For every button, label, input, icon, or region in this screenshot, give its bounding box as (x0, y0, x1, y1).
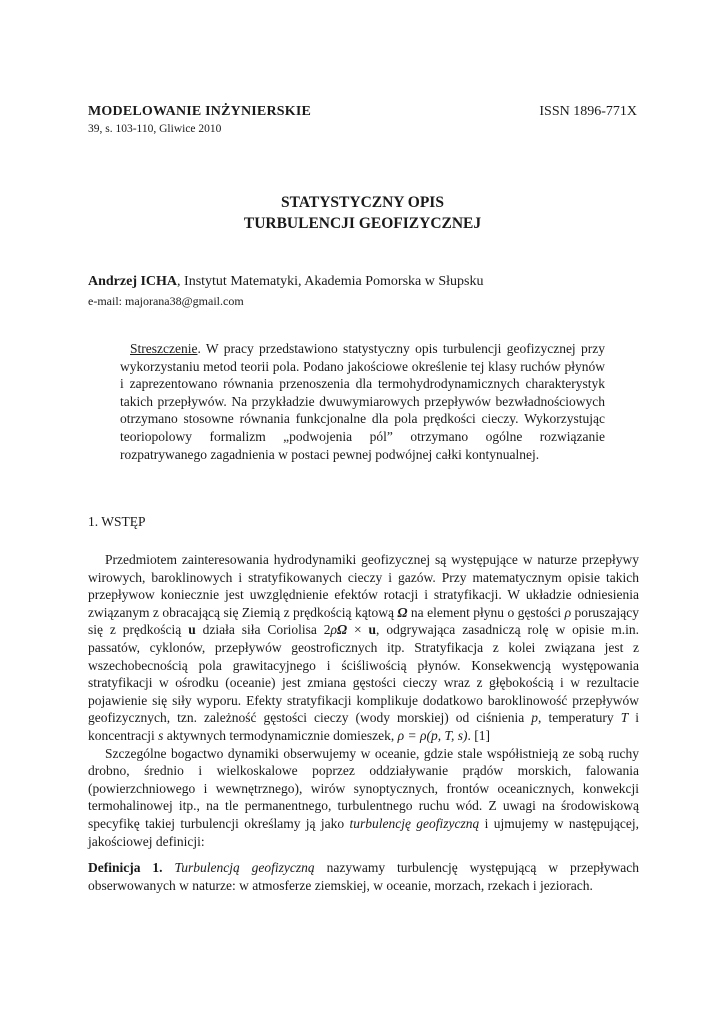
p1-text-b: na element płynu o gęstości (407, 604, 565, 620)
p2-text-a: Szczególne bogactwo dynamiki obserwujemy w oceanie, gdzie stale współistnieją ze sobą ruchy drobno, średnio i wielkoskalowe poprzez oddziaływanie prądów morskich, falowania (powierzchniowego i wewnętrznego), wirów synoptycznych, frontów oceanicznych, konwekcji termohalinowej itp., na tle permanentnego, turbulentnego ruchu wód. Z uwagi na środowiskową specyfikę takiej turbulencji określamy ją jako (88, 745, 639, 831)
body-text (88, 551, 639, 894)
paper-title (0, 192, 725, 234)
abstract-label: Streszczenie (130, 341, 198, 356)
omega-symbol-2: Ω (337, 622, 348, 638)
author-name: Andrzej ICHA (88, 274, 178, 289)
author-line (88, 274, 637, 290)
section-heading: 1. WSTĘP (88, 514, 146, 529)
volume-info: 39, s. 103-110, Gliwice 2010 (88, 123, 222, 135)
abstract-text: . W pracy przedstawiono statystyczny opis turbulencji geofizycznej przy wykorzystaniu metod teorii pola. Podano jakościowe określenie tej klasy ruchów płynów i zaprezentowano równania przenoszenia dla termohydrodynamicznych charakterystyk takich przepływów. Na przykładzie dwuwymiarowych przepływów bezwładnościowych otrzymano stosowne równania funkcjonalne dla pola prędkości cieczy. Wykorzystując teoriopolowy formalizm „podwojenia pól” otrzymano ogólne rozwiązanie rozpatrywanego zagadnienia w postaci pewnej podwójnej całki kontynualnej. (120, 341, 605, 462)
p1-text-i: . [1] (467, 727, 490, 743)
u-symbol: u (188, 622, 196, 638)
author-email: e-mail: majorana38@gmail.com (88, 294, 244, 308)
p1-text-c: poruszający się z prędkością (88, 604, 640, 638)
omega-symbol: Ω (397, 604, 408, 620)
times-symbol: × (347, 622, 369, 638)
p-symbol: p (531, 710, 539, 726)
p1-text-a: Przedmiotem zainteresowania hydrodynamiki geofizycznej są występujące w naturze przepływy wirowych, baroklinowych i stratyfikowanych cieczy i gazów. Przy matematycznym opisie takich przepływow koniecznie jest uwzględnienie efektów rotacji i stratyfikacji. W układzie odniesienia związanym z obracającą się Ziemią z prędkością kątową (88, 552, 639, 620)
density-formula: ρ = ρ(p, T, s) (397, 727, 468, 743)
paragraph-2 (88, 745, 639, 851)
paragraph-1 (88, 551, 639, 745)
definition-term: Turbulencją geofizyczną (174, 860, 315, 876)
p1-text-e: , odgrywająca zasadniczą rolę w opisie m.in. passatów, cyklonów, przepływów geostroficznych itp. Stratyfikacja z kolei związana jest z wszechobecnością pola grawitacyjnego i ściśliwością płynów. Konsekwencją występowania stratyfikacji w ośrodku (oceanie) jest zmiana gęstości cieczy wraz z głębokością i w rezultacie pojawienie się siły wyporu. Efekty stratyfikacji komplikuje dodatkowo baroklinowość przepływów geofizycznych, tzn. zależność gęstości cieczy (wody morskiej) od ciśnienia (88, 622, 639, 726)
p1-text-f: , temperatury (538, 710, 621, 726)
journal-name: MODELOWANIE INŻYNIERSKIE (88, 104, 312, 119)
p1-text-d: działa siła Coriolisa 2 (195, 622, 331, 638)
journal-header (88, 104, 637, 135)
p2-text-b: i ujmujemy w następującej, jakościowej definicji: (88, 815, 639, 849)
p2-emphasis: turbulencję geofizyczną (349, 815, 480, 831)
rho-symbol-2: ρ (330, 622, 338, 638)
issn: ISSN 1896-771X (539, 104, 637, 119)
p1-text-h: aktywnych termodynamicznie domieszek, (163, 727, 398, 743)
rho-symbol: ρ (564, 604, 572, 620)
definition-text: nazywamy turbulencję występującą w przepływach obserwowanych w naturze: w atmosferze ziemskiej, w oceanie, morzach, rzekach i jeziorach. (88, 860, 639, 893)
title-line-2: TURBULENCJI GEOFIZYCZNEJ (243, 215, 482, 232)
s-symbol: s (158, 727, 164, 743)
abstract (120, 340, 605, 463)
p1-text-g: i koncentracji (88, 710, 639, 743)
t-symbol: T (620, 710, 629, 726)
author-affiliation: , Instytut Matematyki, Akademia Pomorska w Słupsku (177, 274, 484, 289)
title-line-1: STATYSTYCZNY OPIS (281, 194, 444, 211)
definition-label: Definicja 1. (88, 860, 163, 876)
definition-1 (88, 859, 639, 894)
u-symbol-2: u (368, 622, 377, 638)
